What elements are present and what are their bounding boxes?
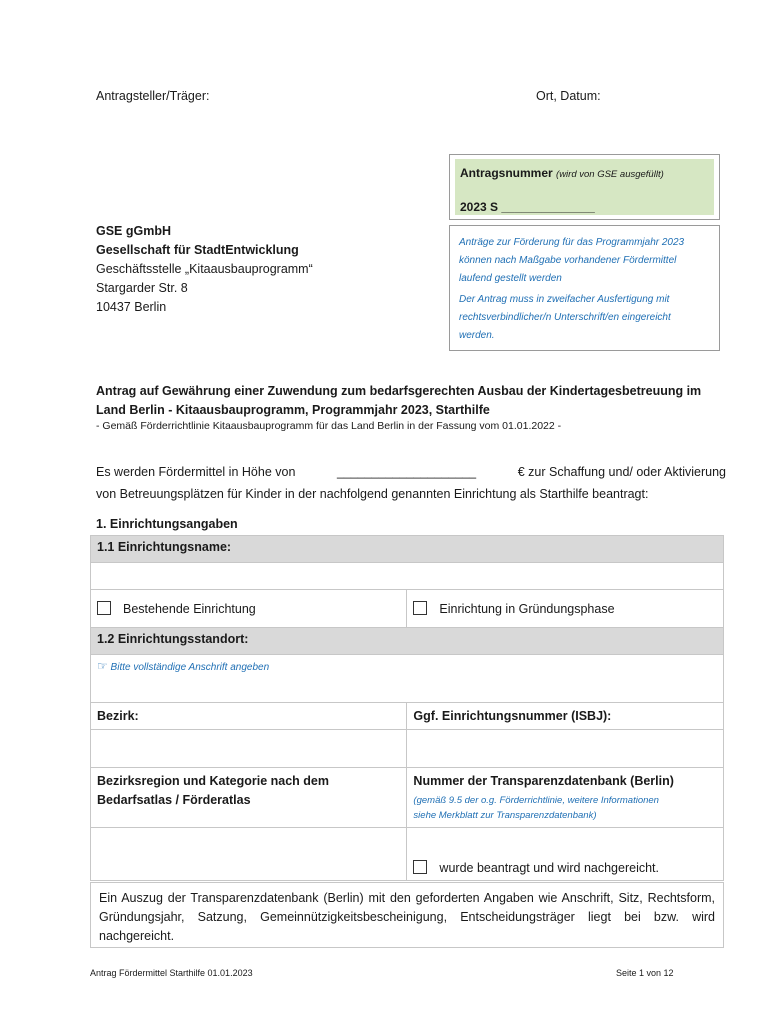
footer-left: Antrag Fördermittel Starthilfe 01.01.2023: [90, 968, 253, 978]
facility-name-input[interactable]: [91, 563, 724, 590]
transparency-check-cell[interactable]: [407, 828, 724, 881]
hint-line: werden.: [459, 330, 495, 341]
facility-form-table: [90, 535, 724, 881]
application-number-value: 2023 S ______________: [460, 200, 595, 214]
district-input[interactable]: [91, 730, 407, 768]
transparency-note-1: (gemäß 9.5 der o.g. Förderrichtlinie, weitere Informationen: [413, 795, 659, 806]
region-label-line-2: Bedarfsatlas / Förderatlas: [97, 793, 251, 807]
recipient-address: [96, 222, 313, 317]
isbj-input[interactable]: [407, 730, 724, 768]
option-founding[interactable]: [407, 590, 724, 628]
place-date-label: Ort, Datum:: [536, 89, 601, 103]
title-line-2: Land Berlin - Kitaausbauprogramm, Programmjahr 2023, Starthilfe: [96, 403, 490, 417]
isbj-label: Ggf. Einrichtungsnummer (ISBJ):: [407, 703, 724, 730]
transparency-check-label: wurde beantragt und wird nachgereicht.: [439, 861, 660, 875]
hint-line: rechtsverbindlicher/n Unterschrift/en eingereicht: [459, 312, 671, 323]
location-hint: Bitte vollständige Anschrift angeben: [110, 662, 270, 673]
title-line-1: Antrag auf Gewährung einer Zuwendung zum bedarfsgerechten Ausbau der Kindertagesbetreuung im: [96, 384, 702, 398]
hint-line: können nach Maßgabe vorhandener Fördermittel: [459, 255, 677, 266]
transparency-label-cell: [407, 768, 724, 828]
application-number-note: (wird von GSE ausgefüllt): [556, 169, 664, 180]
address-line-5: 10437 Berlin: [96, 300, 167, 314]
address-line-1: GSE gGmbH: [96, 224, 172, 238]
intro-line-2: von Betreuungsplätzen für Kinder in der nachfolgend genannten Einrichtung als Starthilfe beantragt:: [96, 487, 649, 501]
transparency-note-2: siehe Merkblatt zur Transparenzdatenbank): [413, 810, 597, 821]
section-heading: 1. Einrichtungsangaben: [96, 517, 238, 531]
option-existing[interactable]: [91, 590, 407, 628]
application-number-label: Antragsnummer: [460, 166, 553, 180]
intro-part-1: Es werden Fördermittel in Höhe von: [96, 465, 296, 479]
transparency-checkbox[interactable]: [413, 860, 427, 874]
region-label-line-1: Bezirksregion und Kategorie nach dem: [97, 774, 329, 788]
application-number-box: [449, 154, 720, 220]
document-title: [96, 382, 726, 420]
title-subline: - Gemäß Förderrichtlinie Kitaausbauprogramm für das Land Berlin in der Fassung vom 01.01.2022 -: [96, 420, 562, 432]
pointing-hand-icon: ☞: [97, 659, 108, 673]
submission-hint-box: [449, 225, 720, 351]
option-existing-label: Bestehende Einrichtung: [123, 602, 256, 616]
transparency-extract-note: Ein Auszug der Transparenzdatenbank (Berlin) mit den geforderten Angaben wie Anschrift, Sitz, Rechtsform, Gründungsjahr, Satzung, Gemeinnützigkeitsbescheinigung, Entscheidungsträger liegt bei bzw. wird nachgereicht.: [90, 882, 724, 948]
application-number-field[interactable]: [455, 159, 714, 215]
hint-line: Der Antrag muss in zweifacher Ausfertigung mit: [459, 294, 670, 305]
address-line-3: Geschäftsstelle „Kitaausbauprogramm“: [96, 262, 313, 276]
address-input[interactable]: [91, 655, 724, 703]
region-label: [91, 768, 407, 828]
hint-line: laufend gestellt werden: [459, 273, 562, 284]
address-line-4: Stargarder Str. 8: [96, 281, 188, 295]
address-line-2: Gesellschaft für StadtEntwicklung: [96, 243, 299, 257]
existing-checkbox[interactable]: [97, 601, 111, 615]
option-founding-label: Einrichtung in Gründungsphase: [439, 602, 615, 616]
amount-input[interactable]: ____________________: [337, 465, 477, 479]
applicant-label: Antragsteller/Träger:: [96, 89, 210, 103]
facility-name-header: 1.1 Einrichtungsname:: [91, 536, 724, 563]
district-label: Bezirk:: [91, 703, 407, 730]
founding-checkbox[interactable]: [413, 601, 427, 615]
intro-part-2: € zur Schaffung und/ oder Aktivierung: [517, 465, 726, 479]
hint-line: Anträge zur Förderung für das Programmjahr 2023: [459, 237, 685, 248]
page-number: Seite 1 von 12: [616, 968, 674, 978]
region-input[interactable]: [91, 828, 407, 881]
transparency-label: Nummer der Transparenzdatenbank (Berlin): [413, 774, 674, 788]
location-header: 1.2 Einrichtungsstandort:: [91, 628, 724, 655]
intro-text: [96, 461, 726, 505]
